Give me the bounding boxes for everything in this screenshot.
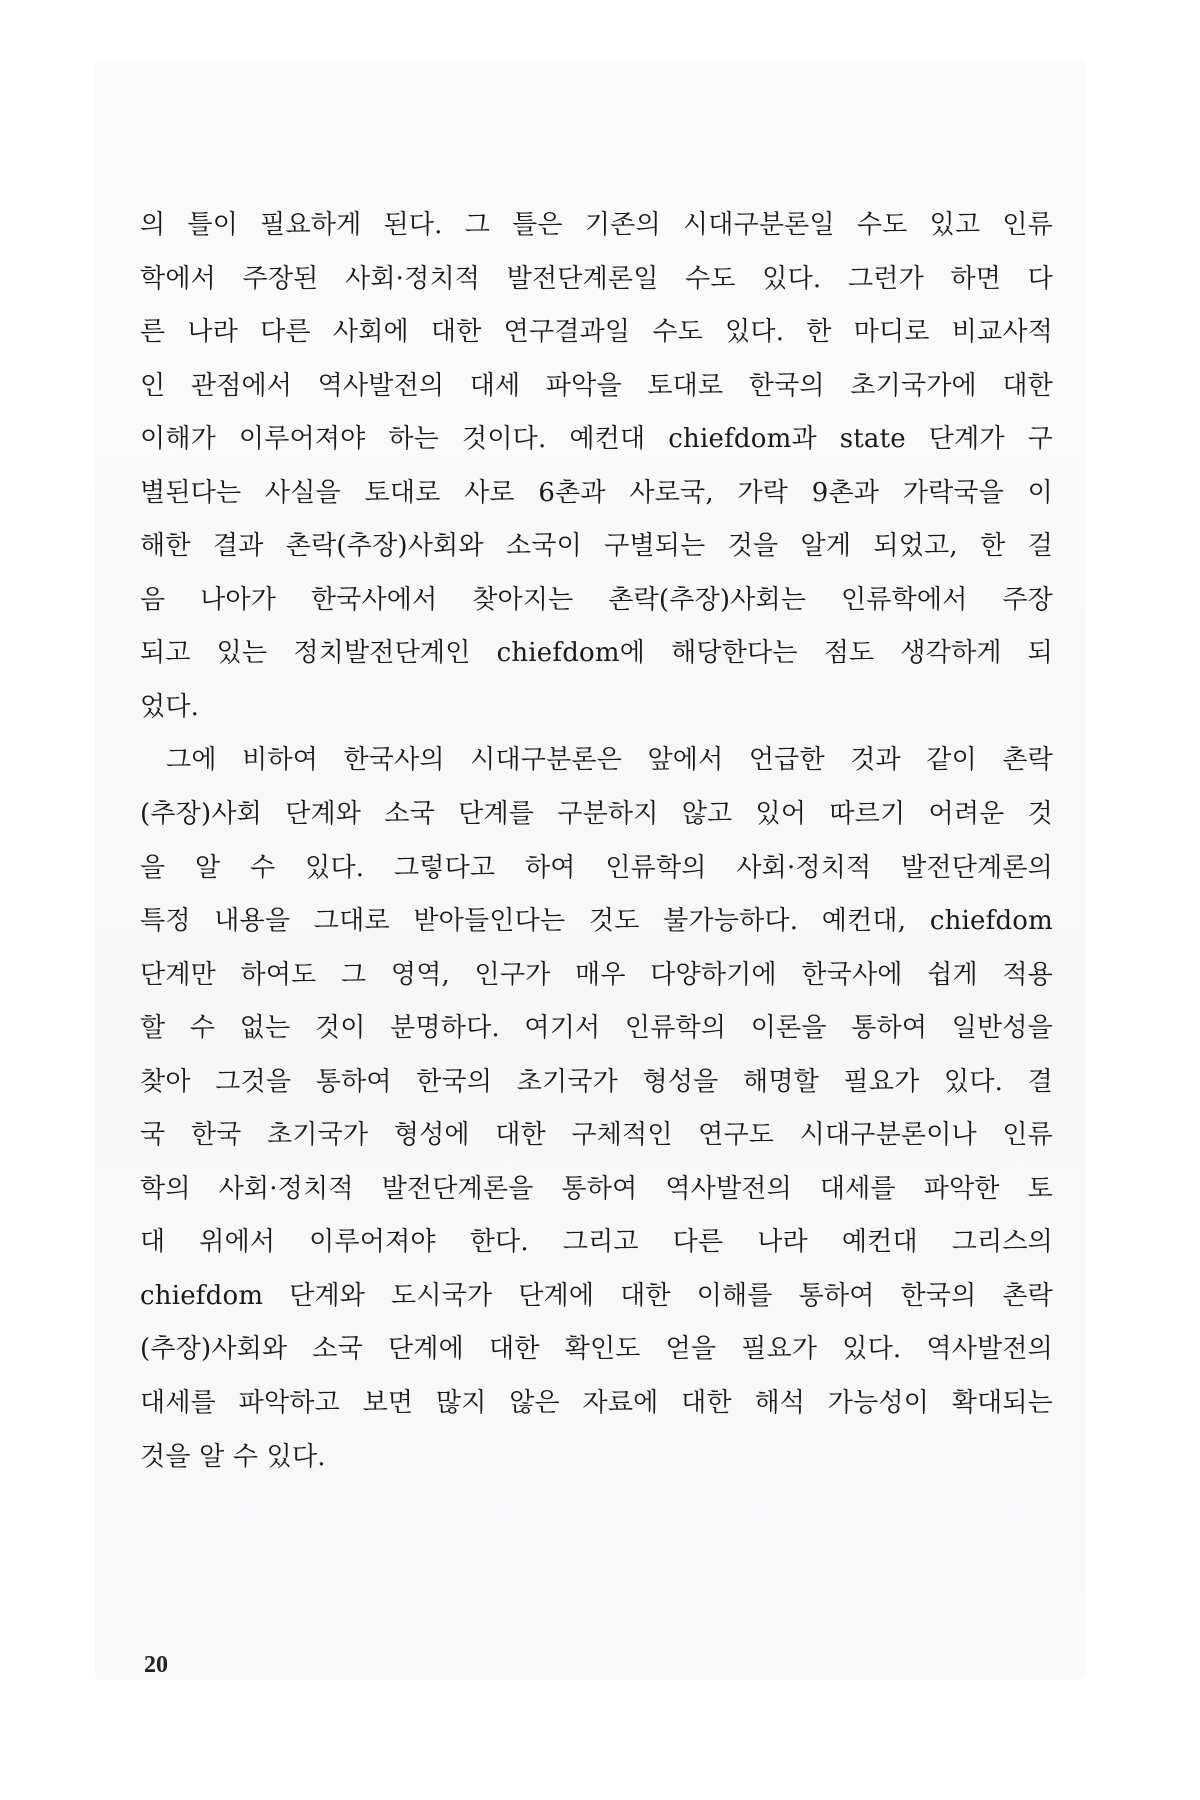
page-number: 20 — [144, 1652, 168, 1678]
text-line: 학의 사회·정치적 발전단계론을 통하여 역사발전의 대세를 파악한 토 — [140, 1173, 1053, 1204]
text-line: 그에 비하여 한국사의 시대구분론은 앞에서 언급한 것과 같이 촌락 — [166, 745, 1053, 776]
text-line: 것을 알 수 있다. — [140, 1441, 326, 1472]
text-line: 대세를 파악하고 보면 많지 않은 자료에 대한 해석 가능성이 확대되는 — [140, 1388, 1053, 1419]
text-line: 대 위에서 이루어져야 한다. 그리고 다른 나라 예컨대 그리스의 — [140, 1227, 1053, 1258]
text-line: 국 한국 초기국가 형성에 대한 구체적인 연구도 시대구분론이나 인류 — [140, 1120, 1053, 1151]
text-line: chiefdom 단계와 도시국가 단계에 대한 이해를 통하여 한국의 촌락 — [140, 1280, 1053, 1311]
text-line: 의 틀이 필요하게 된다. 그 틀은 기존의 시대구분론일 수도 있고 인류 — [140, 210, 1053, 240]
text-line: (추장)사회 단계와 소국 단계를 구분하지 않고 있어 따르기 어려운 것 — [140, 799, 1053, 830]
text-line: 학에서 주장된 사회·정치적 발전단계론일 수도 있다. 그런가 하면 다 — [140, 263, 1053, 294]
text-line: 음 나아가 한국사에서 찾아지는 촌락(추장)사회는 인류학에서 주장 — [140, 584, 1053, 615]
text-line: 인 관점에서 역사발전의 대세 파악을 토대로 한국의 초기국가에 대한 — [140, 370, 1053, 401]
paragraph-1 — [140, 199, 1053, 734]
text-line: 별된다는 사실을 토대로 사로 6촌과 사로국, 가락 9촌과 가락국을 이 — [140, 477, 1053, 508]
text-line: 을 알 수 있다. 그렇다고 하여 인류학의 사회·정치적 발전단계론의 — [140, 852, 1053, 883]
text-line: 었다. — [140, 691, 200, 722]
text-line: 찾아 그것을 통하여 한국의 초기국가 형성을 해명할 필요가 있다. 결 — [140, 1066, 1053, 1097]
text-line: 되고 있는 정치발전단계인 chiefdom에 해당한다는 점도 생각하게 되 — [140, 638, 1053, 669]
text-line: 할 수 없는 것이 분명하다. 여기서 인류학의 이론을 통하여 일반성을 — [140, 1013, 1053, 1044]
text-line: 특정 내용을 그대로 받아들인다는 것도 불가능하다. 예컨대, chiefdom — [140, 906, 1053, 937]
text-line: 단계만 하여도 그 영역, 인구가 매우 다양하기에 한국사에 쉽게 적용 — [140, 959, 1053, 990]
text-line: (추장)사회와 소국 단계에 대한 확인도 얻을 필요가 있다. 역사발전의 — [140, 1334, 1053, 1365]
text-line: 이해가 이루어져야 하는 것이다. 예컨대 chiefdom과 state 단계가 구 — [140, 424, 1053, 455]
text-line: 른 나라 다른 사회에 대한 연구결과일 수도 있다. 한 마디로 비교사적 — [140, 317, 1053, 348]
paragraph-2 — [140, 734, 1053, 1484]
text-line: 해한 결과 촌락(추장)사회와 소국이 구별되는 것을 알게 되었고, 한 걸 — [140, 531, 1053, 562]
body-text — [140, 199, 1053, 1484]
